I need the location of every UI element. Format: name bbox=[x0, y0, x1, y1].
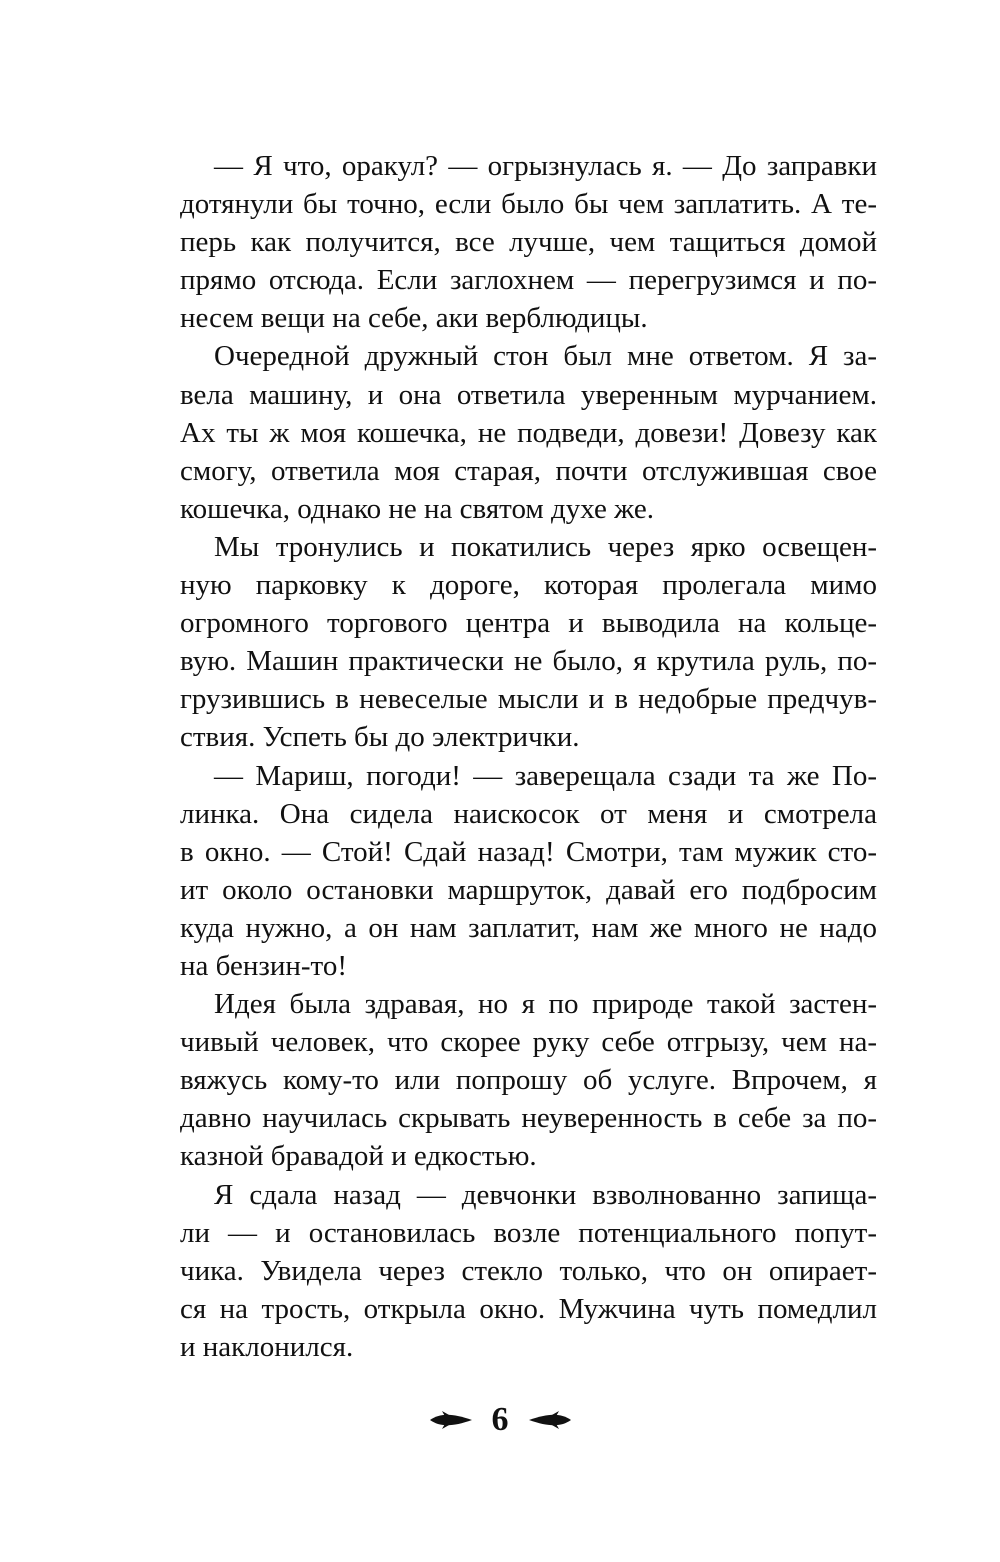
text-line: дотянули бы точно, если было бы чем заплатить. А те- bbox=[180, 188, 877, 221]
text-line: Ах ты ж моя кошечка, не подведи, довези! Довезу как bbox=[180, 416, 877, 449]
text-line: ную парковку к дороге, которая пролегала мимо bbox=[180, 569, 877, 602]
page-number: 6 bbox=[491, 1401, 509, 1438]
text-line: на бензин-то! bbox=[180, 949, 348, 982]
text-line: ся на трость, открыла окно. Мужчина чуть помедлил bbox=[180, 1292, 877, 1325]
text-line: Мы тронулись и покатились через ярко освещен- bbox=[214, 530, 877, 563]
text-line: грузившись в невеселые мысли и в недобрые предчув- bbox=[180, 683, 877, 716]
text-line: прямо отсюда. Если заглохнем — перегрузимся и по- bbox=[180, 264, 877, 297]
text-line: в окно. — Стой! Сдай назад! Смотри, там мужик сто- bbox=[180, 835, 877, 868]
text-line: ли — и остановилась возле потенциального попут- bbox=[180, 1216, 877, 1249]
text-line: вяжусь кому-то или попрошу об услуге. Впрочем, я bbox=[180, 1064, 877, 1097]
page-footer bbox=[0, 1398, 1000, 1442]
page-body-text bbox=[180, 147, 877, 1366]
text-line: давно научилась скрывать неуверенность в себе за по- bbox=[180, 1102, 877, 1135]
text-line: чивый человек, что скорее руку себе отгрызу, чем на- bbox=[180, 1026, 877, 1059]
text-line: ствия. Успеть бы до электрички. bbox=[180, 721, 580, 754]
text-line: линка. Она сидела наискосок от меня и смотрела bbox=[180, 797, 877, 830]
text-line: смогу, ответила моя старая, почти отслужившая свое bbox=[180, 454, 877, 487]
arrow-right-ornament-icon bbox=[428, 1409, 474, 1431]
text-line: — Мариш, погоди! — заверещала сзади та же По- bbox=[214, 759, 877, 792]
text-line: вую. Машин практически не было, я крутила руль, по- bbox=[180, 645, 877, 678]
text-line: ит около остановки маршруток, давай его подбросим bbox=[180, 873, 877, 906]
text-line: и наклонился. bbox=[180, 1330, 354, 1363]
text-line: Очередной дружный стон был мне ответом. Я за- bbox=[214, 340, 877, 373]
text-line: Идея была здравая, но я по природе такой застен- bbox=[214, 988, 877, 1021]
text-line: куда нужно, а он нам заплатит, нам же много не надо bbox=[180, 911, 877, 944]
text-line: вела машину, и она ответила уверенным мурчанием. bbox=[180, 378, 877, 411]
text-line: кошечка, однако не на святом духе же. bbox=[180, 492, 654, 525]
arrow-left-ornament-icon bbox=[527, 1409, 573, 1431]
text-line: перь как получится, все лучше, чем тащиться домой bbox=[180, 226, 877, 259]
text-line: Я сдала назад — девчонки взволнованно запища- bbox=[214, 1178, 877, 1211]
text-line: — Я что, оракул? — огрызнулась я. — До заправки bbox=[214, 150, 877, 182]
text-line: казной бравадой и едкостью. bbox=[180, 1140, 537, 1173]
text-line: чика. Увидела через стекло только, что он опирает- bbox=[180, 1254, 877, 1287]
text-line: огромного торгового центра и выводила на кольце- bbox=[180, 607, 877, 640]
text-line: несем вещи на себе, аки верблюдицы. bbox=[180, 302, 648, 335]
